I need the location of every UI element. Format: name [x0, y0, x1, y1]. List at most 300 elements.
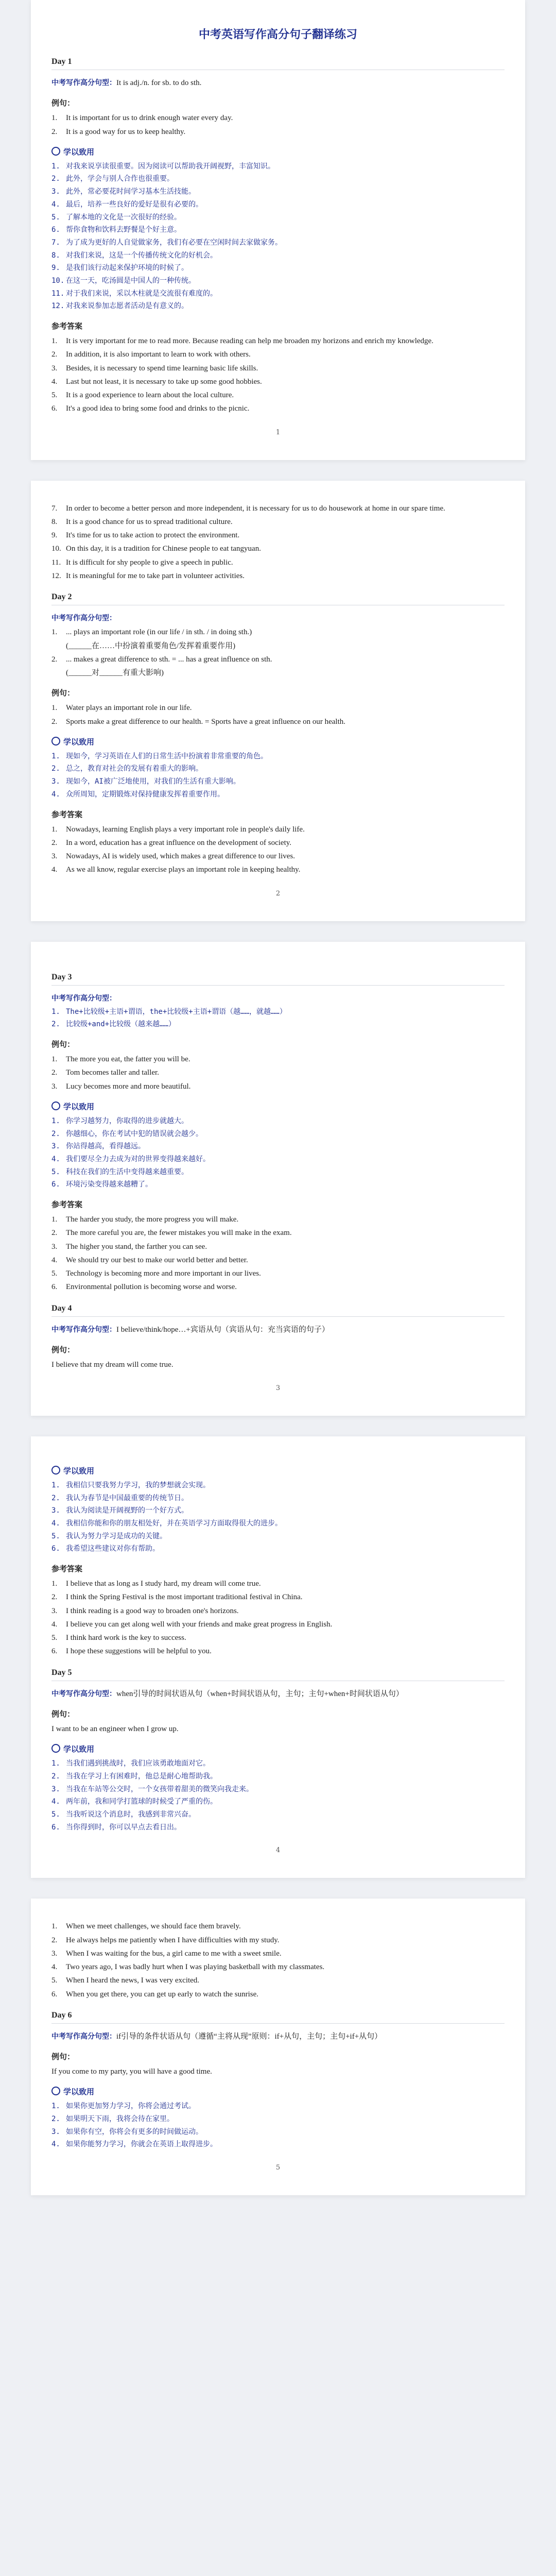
- item-number: 4.: [51, 866, 58, 874]
- item-number: 2.: [51, 838, 58, 847]
- item-text: It is very important for me to read more. Because reading can help me broaden my horizons and enrich my knowledge.: [66, 337, 433, 345]
- sentence-pattern: [51, 77, 505, 89]
- item-text: 帮你食物和饮料去野餐是个好主意。: [66, 226, 181, 234]
- section-heading: 参考答案: [51, 321, 83, 331]
- item-text: Environmental pollution is becoming worse and worse.: [66, 1283, 237, 1292]
- list-item: [51, 199, 505, 211]
- item-text: I think hard work is the key to success.: [66, 1634, 186, 1642]
- item-number: 5.: [51, 1269, 58, 1278]
- item-text: 现如今，学习英语在人们的日常生活中扮演着非常重要的角色。: [66, 752, 268, 760]
- item-text: Lucy becomes more and more beautiful.: [66, 1082, 191, 1091]
- item-number: 2.: [51, 350, 58, 359]
- section-heading: 参考答案: [51, 1564, 83, 1574]
- item-text: It is a good experience to learn about the local culture.: [66, 391, 234, 399]
- item-number: 5.: [51, 391, 58, 399]
- item-text: 总之，教育对社会的发展有着重大的影响。: [66, 765, 203, 773]
- item-number: 3.: [51, 1242, 58, 1251]
- list-item: [51, 1141, 505, 1153]
- list-item: [51, 1975, 505, 1987]
- sentence-pattern: [51, 1324, 505, 1336]
- item-number: 3.: [51, 777, 60, 786]
- item-number: 10.: [51, 276, 65, 285]
- item-text: 我相信只要我努力学习，我的梦想就会实现。: [66, 1481, 210, 1489]
- section-heading: 例句：: [51, 2052, 75, 2061]
- item-number: 1.: [51, 1116, 60, 1125]
- item-text: Last but not least, it is necessary to take up some good hobbies.: [66, 377, 262, 386]
- list-item: [51, 751, 505, 762]
- list-item: [51, 301, 505, 312]
- list-item: [51, 654, 505, 666]
- item-number: 2.: [51, 765, 60, 773]
- item-number: 4.: [51, 1963, 58, 1971]
- item-number: 1.: [51, 1580, 58, 1588]
- section-heading: 参考答案: [51, 1200, 83, 1209]
- list-item: [51, 238, 505, 249]
- item-number: 12.: [51, 571, 61, 580]
- item-number: 1.: [51, 628, 58, 637]
- pattern-label: 中考写作高分句型：: [51, 79, 116, 87]
- item-text: 对我们来说，这是一个传播传统文化的好机会。: [66, 251, 217, 260]
- page-number: 3: [275, 1384, 281, 1392]
- list-item: [51, 789, 505, 801]
- list-item: [51, 1281, 505, 1293]
- item-text: On this day, it is a tradition for Chinese people to eat tangyuan.: [66, 545, 261, 553]
- list-item: [51, 864, 505, 876]
- list-item: [51, 1007, 505, 1018]
- item-text: In order to become a better person and more independent, it is necessary for us to do housework at home in our spare time.: [66, 504, 445, 513]
- item-text: When you get there, you can get up early to watch the sunrise.: [66, 1990, 259, 1998]
- list-item: [51, 1019, 505, 1030]
- item-number: 2.: [51, 717, 58, 726]
- list-item: [51, 1605, 505, 1617]
- item-number: 6.: [51, 1990, 58, 1998]
- item-text: 如果你更加努力学习，你将会通过考试。: [66, 2102, 196, 2111]
- item-number: 10.: [51, 545, 61, 553]
- item-text: When we meet challenges, we should face them bravely.: [66, 1922, 241, 1931]
- item-number: 6.: [51, 1545, 60, 1553]
- section-heading: 学以致用: [51, 1743, 505, 1754]
- day-heading: Day 1: [51, 57, 72, 66]
- example-sentence: If you come to my party, you will have a good time.: [51, 2067, 212, 2076]
- list-item: [51, 161, 505, 173]
- item-number: 3.: [51, 1949, 58, 1958]
- item-number: 1.: [51, 162, 60, 171]
- list-item: [51, 1771, 505, 1783]
- list-item: [51, 2114, 505, 2125]
- item-text: I believe you can get along well with your friends and make great progress in English.: [66, 1620, 333, 1629]
- list-item: [51, 530, 505, 541]
- item-text: 最后，培养一些良好的爱好是很有必要的。: [66, 200, 203, 209]
- list-item: [51, 1758, 505, 1770]
- sentence-pattern: [51, 2031, 505, 2043]
- item-text: Sports make a great difference to our health. = Sports have a great influence on our health.: [66, 717, 345, 726]
- item-text: 环境污染变得越来越糟了。: [66, 1180, 152, 1189]
- list-item: [51, 2139, 505, 2150]
- list-item: [51, 289, 505, 300]
- list-item: [51, 126, 505, 138]
- item-text: The higher you stand, the farther you can see.: [66, 1242, 207, 1251]
- item-number: 2.: [51, 1129, 60, 1138]
- document-page: [31, 1899, 525, 2195]
- item-number: 5.: [51, 1810, 60, 1819]
- item-number: 4.: [51, 1519, 60, 1528]
- list-item: [51, 1241, 505, 1253]
- item-number: 11.: [51, 289, 65, 298]
- pattern-text: if引导的条件状语从句（遵循“主将从现”原则：if+从句，主句；主句+if+从句）: [116, 2032, 383, 2041]
- list-item: [51, 1054, 505, 1065]
- item-number: 3.: [51, 1785, 60, 1793]
- item-text: When I was waiting for the bus, a girl came to me with a sweet smile.: [66, 1949, 282, 1958]
- list-item: [51, 1989, 505, 2001]
- item-number: 12.: [51, 302, 65, 311]
- item-number: 4.: [51, 2140, 60, 2149]
- item-number: 6.: [51, 1647, 58, 1656]
- list-item: [51, 250, 505, 262]
- list-item: [51, 1129, 505, 1140]
- list-item: [51, 1179, 505, 1191]
- list-item: [51, 1518, 505, 1530]
- item-number: 2.: [51, 1936, 58, 1944]
- list-item: [51, 1493, 505, 1504]
- pattern-text: when引导的时间状语从句（when+时间状语从句，主句；主句+when+时间状语从句）: [116, 1689, 404, 1698]
- day-heading: Day 5: [51, 1668, 72, 1677]
- section-heading: 学以致用: [51, 1465, 505, 1476]
- day-heading: Day 4: [51, 1303, 72, 1313]
- item-number: 4.: [51, 200, 60, 209]
- section-heading: 例句：: [51, 1345, 75, 1354]
- item-number: 1.: [51, 704, 58, 713]
- item-text: 此外，常必要花时间学习基本生活技能。: [66, 188, 196, 196]
- list-item: [51, 276, 505, 287]
- pattern-label: 中考写作高分句型：: [51, 614, 116, 622]
- section-heading: 学以致用: [51, 1101, 505, 1112]
- item-number: 2.: [51, 655, 58, 664]
- item-text: I believe that as long as I study hard, my dream will come true.: [66, 1580, 261, 1588]
- list-item: [51, 363, 505, 375]
- item-number: [51, 667, 66, 679]
- item-text: Water plays an important role in our life.: [66, 704, 192, 713]
- item-text: 此外，学会与别人合作也很重要。: [66, 175, 174, 183]
- list-item: [51, 1646, 505, 1657]
- item-text: 如果你有空，你将会有更多的时间做运动。: [66, 2127, 203, 2136]
- item-number: 1.: [51, 1055, 58, 1064]
- item-text: It is a good way for us to keep healthy.: [66, 127, 186, 136]
- list-item: [51, 764, 505, 775]
- item-text: 如果明天下雨，我将会待在家里。: [66, 2114, 174, 2123]
- item-text: 我认为努力学习是成功的关键。: [66, 1532, 167, 1540]
- list-item: [51, 851, 505, 862]
- list-item: [51, 716, 505, 728]
- list-item: [51, 1961, 505, 1973]
- pattern-text: I believe/think/hope…+宾语从句（宾语从句：充当宾语的句子）: [116, 1325, 329, 1334]
- item-number: 4.: [51, 1798, 60, 1806]
- list-item: [51, 503, 505, 515]
- list-item: [51, 2127, 505, 2138]
- item-text: 你学习越努力，你取得的进步就越大。: [66, 1116, 188, 1125]
- item-text: 你站得越高，看得越远。: [66, 1142, 145, 1151]
- item-number: 2.: [51, 1494, 60, 1502]
- list-item: [51, 543, 505, 555]
- sentence-pattern: [51, 993, 505, 1005]
- item-number: 11.: [51, 558, 61, 567]
- item-number: 5.: [51, 1167, 60, 1176]
- list-item: [51, 1797, 505, 1808]
- divider: [51, 1316, 505, 1317]
- item-text: I think reading is a good way to broaden one's horizons.: [66, 1606, 239, 1615]
- item-number: 5.: [51, 1976, 58, 1985]
- item-text: ... plays an important role (in our life / in sth. / in doing sth.): [66, 628, 252, 637]
- item-number: 2.: [51, 2114, 60, 2123]
- list-item: [51, 516, 505, 528]
- item-text: I think the Spring Festival is the most important traditional festival in China.: [66, 1593, 303, 1602]
- item-text: 当我们遇到挑战时，我们应该勇敢地面对它。: [66, 1759, 210, 1768]
- item-number: 2.: [51, 175, 60, 183]
- item-text: 对我来说享读很重要。因为阅读可以帮助我开阔视野，丰富知识。: [66, 162, 275, 171]
- list-item: [51, 1116, 505, 1127]
- item-text: When I heard the news, I was very excited.: [66, 1976, 200, 1985]
- list-item: [51, 1935, 505, 1946]
- list-item: [51, 376, 505, 388]
- item-text: 现如今，AI被广泛地使用，对我们的生活有重大影响。: [66, 777, 240, 786]
- item-text: He always helps me patiently when I have difficulties with my study.: [66, 1936, 280, 1944]
- item-number: 6.: [51, 1823, 60, 1832]
- list-item: [51, 174, 505, 185]
- item-text: We should try our best to make our world better and better.: [66, 1256, 248, 1264]
- list-item: [51, 1784, 505, 1795]
- list-item: [51, 1619, 505, 1631]
- item-text: Nowadays, AI is widely used, which makes a great difference to our lives.: [66, 852, 296, 860]
- list-item: [51, 1480, 505, 1492]
- item-number: 5.: [51, 1634, 58, 1642]
- list-item: [51, 1154, 505, 1165]
- section-heading: 学以致用: [51, 2086, 505, 2097]
- list-item: [51, 1227, 505, 1239]
- item-text: (______对______有重大影响): [66, 669, 164, 677]
- section-heading: 例句：: [51, 1040, 75, 1049]
- document-page: [31, 0, 525, 460]
- item-text: Nowadays, learning English plays a very important role in people's daily life.: [66, 825, 305, 834]
- item-text: Two years ago, I was badly hurt when I was playing basketball with my classmates.: [66, 1963, 325, 1971]
- page-number: 2: [275, 889, 281, 897]
- list-item: [51, 1505, 505, 1517]
- item-number: 4.: [51, 1620, 58, 1629]
- item-number: [51, 640, 66, 652]
- list-item: [51, 187, 505, 198]
- document-title: 中考英语写作高分句子翻译练习: [198, 28, 357, 41]
- page-number: 1: [275, 428, 281, 436]
- section-heading: 学以致用: [51, 736, 505, 747]
- list-item: [51, 335, 505, 347]
- item-number: 1.: [51, 1007, 60, 1016]
- item-number: 2.: [51, 1229, 58, 1238]
- item-text: 对我来说参加志愿者活动是有意义的。: [66, 302, 188, 311]
- item-text: (______在……中扮演着重要角色/发挥着重要作用): [66, 641, 236, 650]
- example-sentence: I believe that my dream will come true.: [51, 1360, 173, 1369]
- list-item: [51, 824, 505, 836]
- item-text: 为了成为更好的人自觉做家务，我们有必要在空闲时间去家做家务。: [66, 238, 282, 247]
- list-item: [51, 1809, 505, 1821]
- document-page: [31, 942, 525, 1416]
- item-text: Besides, it is necessary to spend time learning basic life skills.: [66, 364, 258, 372]
- item-number: 2.: [51, 127, 58, 136]
- list-item: [51, 1255, 505, 1266]
- item-text: 众所周知，定期锻炼对保持健康发挥着重要作用。: [66, 790, 224, 799]
- item-text: 我希望这些建议对你有帮助。: [66, 1545, 160, 1553]
- item-number: 1.: [51, 337, 58, 345]
- item-number: 3.: [51, 364, 58, 372]
- list-item: [51, 626, 505, 638]
- section-heading: 参考答案: [51, 809, 83, 819]
- page-number: 5: [275, 2164, 281, 2172]
- section-heading: 例句：: [51, 688, 75, 698]
- list-item: [51, 1948, 505, 1960]
- item-number: 1.: [51, 825, 58, 834]
- item-text: ... makes a great difference to sth. = ... has a great influence on sth.: [66, 655, 272, 664]
- item-number: 7.: [51, 504, 58, 513]
- list-item: [51, 403, 505, 415]
- item-text: The more you eat, the fatter you will be.: [66, 1055, 190, 1064]
- item-number: 6.: [51, 404, 58, 413]
- list-item: [51, 1081, 505, 1093]
- list-item: [51, 557, 505, 569]
- day-heading: Day 2: [51, 592, 72, 601]
- item-number: 2.: [51, 1069, 58, 1077]
- list-item: [51, 1067, 505, 1079]
- item-text: 对于我们来说，采以木柱就是交流很有难度的。: [66, 289, 217, 298]
- document-page: [31, 1436, 525, 1878]
- list-item: [51, 212, 505, 224]
- list-item: [51, 1578, 505, 1590]
- section-heading: 例句：: [51, 1709, 75, 1719]
- item-text: 你越细心，你在考试中犯的错误就会越少。: [66, 1129, 203, 1138]
- list-item: [51, 263, 505, 274]
- item-number: 4.: [51, 790, 60, 799]
- list-item: [51, 225, 505, 236]
- item-number: 3.: [51, 1082, 58, 1091]
- document-page: [31, 481, 525, 921]
- list-item: [51, 1632, 505, 1644]
- item-text: 比较级+and+比较级（越来越……）: [66, 1020, 176, 1029]
- item-text: The+比较级+主语+谓语，the+比较级+主语+谓语（越……，就越……）: [66, 1007, 287, 1016]
- item-text: I hope these suggestions will be helpful to you.: [66, 1647, 212, 1656]
- list-item: [51, 1167, 505, 1178]
- item-number: 3.: [51, 1506, 60, 1515]
- item-number: 1.: [51, 752, 60, 760]
- item-text: It is a good chance for us to spread traditional culture.: [66, 517, 233, 526]
- pattern-label: 中考写作高分句型：: [51, 994, 116, 1003]
- item-number: 1.: [51, 1215, 58, 1224]
- item-number: 9.: [51, 531, 58, 539]
- list-item: [51, 112, 505, 124]
- item-text: It's a good idea to bring some food and drinks to the picnic.: [66, 404, 250, 413]
- list-item: [51, 640, 505, 652]
- item-text: 当我听说这个消息时，我感到非常兴奋。: [66, 1810, 196, 1819]
- item-text: It is difficult for shy people to give a speech in public.: [66, 558, 233, 567]
- item-number: 2.: [51, 1593, 58, 1602]
- item-text: It's time for us to take action to protect the environment.: [66, 531, 240, 539]
- item-text: 当你得到时，你可以早点去看日出。: [66, 1823, 181, 1832]
- pattern-label: 中考写作高分句型：: [51, 1689, 116, 1698]
- item-number: 4.: [51, 377, 58, 386]
- list-item: [51, 1921, 505, 1933]
- item-text: 当我在学习上有困难时，他总是耐心地帮助我。: [66, 1772, 217, 1781]
- list-item: [51, 667, 505, 679]
- item-text: 在这一天，吃汤圆是中国人的一种传统。: [66, 276, 196, 285]
- item-text: 是我们该行动起来保护环境的时候了。: [66, 264, 188, 273]
- section-heading: 学以致用: [51, 146, 505, 157]
- item-number: 6.: [51, 1283, 58, 1292]
- item-text: 当我在车站等公交时，一个女孩带着甜美的微笑向我走来。: [66, 1785, 253, 1793]
- list-item: [51, 1544, 505, 1555]
- item-number: 3.: [51, 188, 60, 196]
- item-text: It is important for us to drink enough water every day.: [66, 114, 233, 123]
- item-number: 2.: [51, 1772, 60, 1781]
- item-text: 如果你能努力学习，你就会在英语上取得进步。: [66, 2140, 217, 2149]
- item-number: 9.: [51, 264, 60, 273]
- item-text: 我认为春节是中国最重要的传统节日。: [66, 1494, 188, 1502]
- divider: [51, 2023, 505, 2024]
- item-text: 我认为阅读是开阔视野的一个好方式。: [66, 1506, 188, 1515]
- sentence-pattern: [51, 613, 505, 624]
- item-number: 1.: [51, 1922, 58, 1931]
- item-number: 3.: [51, 1606, 58, 1615]
- list-item: [51, 702, 505, 714]
- item-number: 6.: [51, 226, 60, 234]
- item-number: 4.: [51, 1155, 60, 1163]
- item-text: It is meaningful for me to take part in volunteer activities.: [66, 571, 245, 580]
- sentence-pattern: [51, 1688, 505, 1700]
- item-number: 5.: [51, 213, 60, 222]
- item-number: 7.: [51, 238, 60, 247]
- item-number: 1.: [51, 2102, 60, 2111]
- list-item: [51, 1822, 505, 1834]
- item-number: 3.: [51, 2127, 60, 2136]
- list-item: [51, 776, 505, 788]
- item-number: 5.: [51, 1532, 60, 1540]
- item-number: 1.: [51, 114, 58, 123]
- item-number: 3.: [51, 852, 58, 860]
- item-number: 8.: [51, 251, 60, 260]
- item-number: 1.: [51, 1759, 60, 1768]
- pattern-text: It is adj./n. for sb. to do sth.: [116, 79, 202, 87]
- item-text: The harder you study, the more progress you will make.: [66, 1215, 239, 1224]
- item-text: 我相信你能和你的朋友相处好，并在英语学习方面取得很大的进步。: [66, 1519, 282, 1528]
- list-item: [51, 349, 505, 361]
- item-number: 4.: [51, 1256, 58, 1264]
- item-text: Tom becomes taller and taller.: [66, 1069, 159, 1077]
- list-item: [51, 389, 505, 401]
- item-text: In a word, education has a great influence on the development of society.: [66, 838, 292, 847]
- example-sentence: I want to be an engineer when I grow up.: [51, 1724, 179, 1733]
- list-item: [51, 1214, 505, 1226]
- pattern-label: 中考写作高分句型：: [51, 2032, 116, 2041]
- list-item: [51, 1531, 505, 1543]
- section-heading: 例句：: [51, 98, 75, 108]
- item-number: 6.: [51, 1180, 60, 1189]
- divider: [51, 985, 505, 986]
- item-text: Technology is becoming more and more important in our lives.: [66, 1269, 261, 1278]
- item-text: 了解本地的文化是一次很好的经验。: [66, 213, 181, 222]
- item-number: 2.: [51, 1020, 60, 1029]
- list-item: [51, 570, 505, 582]
- list-item: [51, 837, 505, 849]
- item-text: 科技在我们的生活中变得越来越重要。: [66, 1167, 188, 1176]
- list-item: [51, 1591, 505, 1603]
- pattern-label: 中考写作高分句型：: [51, 1325, 116, 1334]
- item-text: The more careful you are, the fewer mistakes you will make in the exam.: [66, 1229, 292, 1238]
- item-text: 两年前，我和同学打篮球的时候受了严重的伤。: [66, 1798, 217, 1806]
- item-text: In addition, it is also important to learn to work with others.: [66, 350, 251, 359]
